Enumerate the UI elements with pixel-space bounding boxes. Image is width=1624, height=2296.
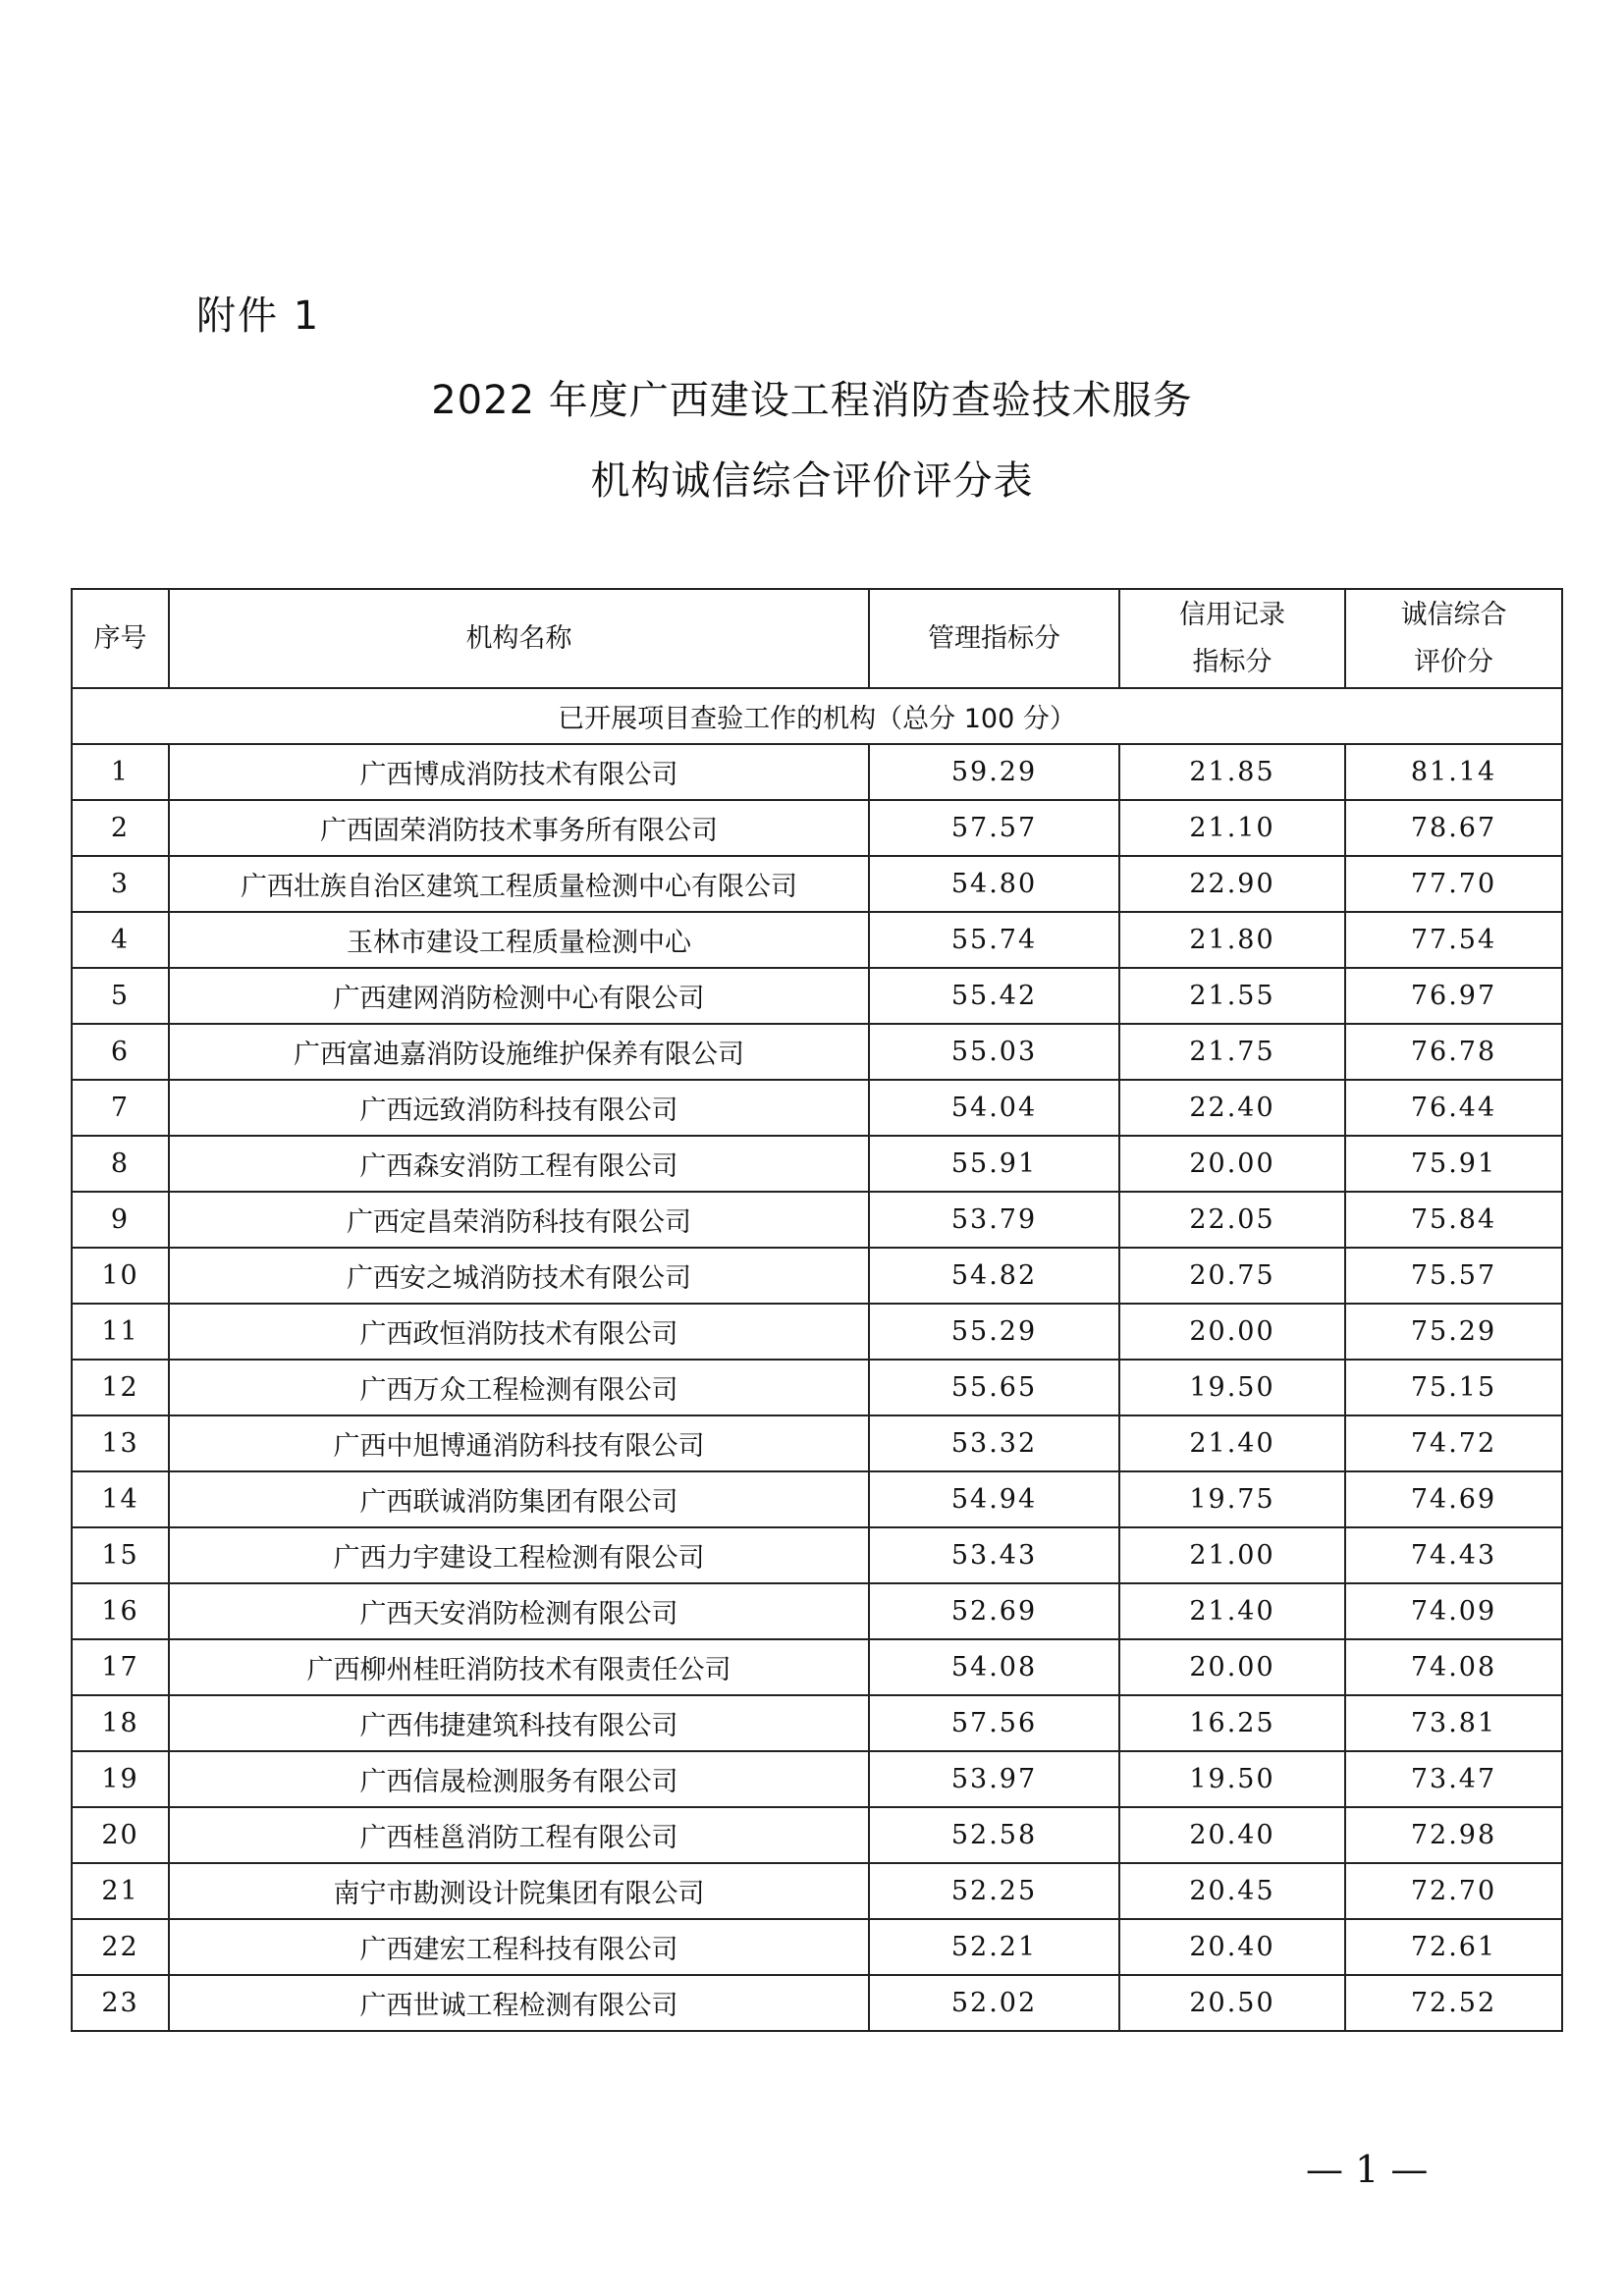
cell-credit-score: 20.40 — [1119, 1919, 1345, 1975]
cell-total-score: 75.91 — [1345, 1136, 1562, 1192]
cell-total-score: 74.72 — [1345, 1415, 1562, 1471]
table-row — [72, 1192, 1562, 1248]
cell-org-name: 广西伟捷建筑科技有限公司 — [169, 1695, 869, 1751]
cell-management-score: 52.21 — [869, 1919, 1119, 1975]
cell-management-score: 54.82 — [869, 1248, 1119, 1304]
cell-management-score: 53.43 — [869, 1527, 1119, 1583]
cell-total-score: 73.81 — [1345, 1695, 1562, 1751]
cell-index: 13 — [72, 1415, 169, 1471]
cell-org-name: 广西博成消防技术有限公司 — [169, 744, 869, 800]
cell-org-name: 广西柳州桂旺消防技术有限责任公司 — [169, 1639, 869, 1695]
cell-credit-score: 20.00 — [1119, 1136, 1345, 1192]
cell-total-score: 77.54 — [1345, 912, 1562, 968]
cell-index: 14 — [72, 1471, 169, 1527]
cell-management-score: 54.08 — [869, 1639, 1119, 1695]
section-row — [72, 688, 1562, 744]
table-row — [72, 968, 1562, 1024]
table-row — [72, 1360, 1562, 1415]
cell-org-name: 广西富迪嘉消防设施维护保养有限公司 — [169, 1024, 869, 1080]
cell-management-score: 57.56 — [869, 1695, 1119, 1751]
cell-credit-score: 16.25 — [1119, 1695, 1345, 1751]
cell-org-name: 广西力宇建设工程检测有限公司 — [169, 1527, 869, 1583]
cell-credit-score: 20.75 — [1119, 1248, 1345, 1304]
header-total-score-line1: 诚信综合 — [1400, 599, 1507, 630]
table-row — [72, 1136, 1562, 1192]
cell-index: 15 — [72, 1527, 169, 1583]
cell-index: 21 — [72, 1863, 169, 1919]
header-index: 序号 — [72, 589, 169, 688]
cell-management-score: 53.97 — [869, 1751, 1119, 1807]
cell-total-score: 72.61 — [1345, 1919, 1562, 1975]
cell-index: 4 — [72, 912, 169, 968]
table-row — [72, 1863, 1562, 1919]
table-row — [72, 912, 1562, 968]
cell-total-score: 74.09 — [1345, 1583, 1562, 1639]
attachment-label: 附件 1 — [196, 294, 321, 339]
cell-index: 22 — [72, 1919, 169, 1975]
cell-index: 19 — [72, 1751, 169, 1807]
cell-management-score: 57.57 — [869, 800, 1119, 856]
cell-org-name: 玉林市建设工程质量检测中心 — [169, 912, 869, 968]
cell-total-score: 73.47 — [1345, 1751, 1562, 1807]
table-header-row — [72, 589, 1562, 688]
table-row — [72, 1248, 1562, 1304]
cell-org-name: 广西壮族自治区建筑工程质量检测中心有限公司 — [169, 856, 869, 912]
cell-total-score: 74.08 — [1345, 1639, 1562, 1695]
cell-index: 9 — [72, 1192, 169, 1248]
table-row — [72, 1583, 1562, 1639]
table-row — [72, 1695, 1562, 1751]
cell-credit-score: 21.85 — [1119, 744, 1345, 800]
cell-org-name: 广西定昌荣消防科技有限公司 — [169, 1192, 869, 1248]
cell-management-score: 52.58 — [869, 1807, 1119, 1863]
cell-total-score: 76.97 — [1345, 968, 1562, 1024]
cell-org-name: 广西建宏工程科技有限公司 — [169, 1919, 869, 1975]
table-row — [72, 800, 1562, 856]
cell-org-name: 广西中旭博通消防科技有限公司 — [169, 1415, 869, 1471]
cell-credit-score: 21.80 — [1119, 912, 1345, 968]
cell-total-score: 77.70 — [1345, 856, 1562, 912]
document-title-line-2: 机构诚信综合评价评分表 — [590, 458, 1034, 504]
cell-management-score: 54.94 — [869, 1471, 1119, 1527]
cell-total-score: 75.57 — [1345, 1248, 1562, 1304]
cell-management-score: 55.65 — [869, 1360, 1119, 1415]
header-total-score — [1345, 589, 1562, 688]
table-row — [72, 744, 1562, 800]
cell-index: 20 — [72, 1807, 169, 1863]
cell-credit-score: 20.50 — [1119, 1975, 1345, 2031]
cell-org-name: 广西联诚消防集团有限公司 — [169, 1471, 869, 1527]
header-org-name: 机构名称 — [169, 589, 869, 688]
cell-credit-score: 19.75 — [1119, 1471, 1345, 1527]
cell-org-name: 广西远致消防科技有限公司 — [169, 1080, 869, 1136]
cell-credit-score: 21.40 — [1119, 1415, 1345, 1471]
cell-total-score: 74.69 — [1345, 1471, 1562, 1527]
table-row — [72, 1919, 1562, 1975]
table-row — [72, 1024, 1562, 1080]
cell-management-score: 54.80 — [869, 856, 1119, 912]
cell-index: 1 — [72, 744, 169, 800]
header-credit-score — [1119, 589, 1345, 688]
table-row — [72, 1751, 1562, 1807]
header-credit-score-line2: 指标分 — [1192, 646, 1272, 677]
cell-index: 3 — [72, 856, 169, 912]
table-row — [72, 1415, 1562, 1471]
table-row — [72, 1807, 1562, 1863]
cell-index: 23 — [72, 1975, 169, 2031]
cell-total-score: 72.70 — [1345, 1863, 1562, 1919]
cell-index: 18 — [72, 1695, 169, 1751]
cell-org-name: 广西森安消防工程有限公司 — [169, 1136, 869, 1192]
cell-management-score: 52.02 — [869, 1975, 1119, 2031]
cell-management-score: 55.42 — [869, 968, 1119, 1024]
cell-credit-score: 20.45 — [1119, 1863, 1345, 1919]
cell-index: 12 — [72, 1360, 169, 1415]
cell-management-score: 54.04 — [869, 1080, 1119, 1136]
cell-index: 6 — [72, 1024, 169, 1080]
cell-total-score: 81.14 — [1345, 744, 1562, 800]
table-row — [72, 856, 1562, 912]
cell-total-score: 76.44 — [1345, 1080, 1562, 1136]
cell-management-score: 53.79 — [869, 1192, 1119, 1248]
cell-org-name: 广西固荣消防技术事务所有限公司 — [169, 800, 869, 856]
cell-total-score: 72.52 — [1345, 1975, 1562, 2031]
cell-index: 16 — [72, 1583, 169, 1639]
cell-index: 17 — [72, 1639, 169, 1695]
cell-management-score: 55.74 — [869, 912, 1119, 968]
cell-management-score: 59.29 — [869, 744, 1119, 800]
cell-credit-score: 19.50 — [1119, 1360, 1345, 1415]
score-table — [71, 588, 1563, 2032]
document-title-line-1: 2022 年度广西建设工程消防查验技术服务 — [431, 378, 1193, 423]
cell-total-score: 74.43 — [1345, 1527, 1562, 1583]
cell-index: 8 — [72, 1136, 169, 1192]
header-credit-score-line1: 信用记录 — [1179, 599, 1285, 630]
cell-total-score: 76.78 — [1345, 1024, 1562, 1080]
cell-index: 7 — [72, 1080, 169, 1136]
table-row — [72, 1639, 1562, 1695]
section-label: 已开展项目查验工作的机构（总分 100 分） — [72, 688, 1562, 744]
cell-credit-score: 21.00 — [1119, 1527, 1345, 1583]
table-row — [72, 1527, 1562, 1583]
table-row — [72, 1975, 1562, 2031]
cell-management-score: 55.29 — [869, 1304, 1119, 1360]
cell-total-score: 75.84 — [1345, 1192, 1562, 1248]
cell-index: 5 — [72, 968, 169, 1024]
table-row — [72, 1471, 1562, 1527]
cell-total-score: 75.15 — [1345, 1360, 1562, 1415]
cell-org-name: 广西世诚工程检测有限公司 — [169, 1975, 869, 2031]
cell-credit-score: 21.55 — [1119, 968, 1345, 1024]
cell-index: 10 — [72, 1248, 169, 1304]
cell-total-score: 75.29 — [1345, 1304, 1562, 1360]
cell-management-score: 55.91 — [869, 1136, 1119, 1192]
cell-credit-score: 21.75 — [1119, 1024, 1345, 1080]
cell-org-name: 广西万众工程检测有限公司 — [169, 1360, 869, 1415]
cell-credit-score: 22.40 — [1119, 1080, 1345, 1136]
table-body — [72, 688, 1562, 2031]
table-row — [72, 1080, 1562, 1136]
cell-management-score: 55.03 — [869, 1024, 1119, 1080]
cell-management-score: 53.32 — [869, 1415, 1119, 1471]
cell-org-name: 广西信晟检测服务有限公司 — [169, 1751, 869, 1807]
cell-index: 11 — [72, 1304, 169, 1360]
cell-credit-score: 22.05 — [1119, 1192, 1345, 1248]
cell-management-score: 52.25 — [869, 1863, 1119, 1919]
cell-credit-score: 21.40 — [1119, 1583, 1345, 1639]
cell-org-name: 广西安之城消防技术有限公司 — [169, 1248, 869, 1304]
cell-credit-score: 21.10 — [1119, 800, 1345, 856]
table-row — [72, 1304, 1562, 1360]
cell-total-score: 72.98 — [1345, 1807, 1562, 1863]
cell-management-score: 52.69 — [869, 1583, 1119, 1639]
cell-org-name: 广西建网消防检测中心有限公司 — [169, 968, 869, 1024]
cell-org-name: 广西天安消防检测有限公司 — [169, 1583, 869, 1639]
cell-org-name: 南宁市勘测设计院集团有限公司 — [169, 1863, 869, 1919]
cell-credit-score: 19.50 — [1119, 1751, 1345, 1807]
header-management-score: 管理指标分 — [869, 589, 1119, 688]
cell-credit-score: 22.90 — [1119, 856, 1345, 912]
header-total-score-line2: 评价分 — [1414, 646, 1493, 677]
cell-credit-score: 20.00 — [1119, 1639, 1345, 1695]
cell-credit-score: 20.00 — [1119, 1304, 1345, 1360]
cell-credit-score: 20.40 — [1119, 1807, 1345, 1863]
cell-org-name: 广西政恒消防技术有限公司 — [169, 1304, 869, 1360]
cell-total-score: 78.67 — [1345, 800, 1562, 856]
page-number: — 1 — — [1306, 2148, 1429, 2191]
cell-org-name: 广西桂邕消防工程有限公司 — [169, 1807, 869, 1863]
cell-index: 2 — [72, 800, 169, 856]
